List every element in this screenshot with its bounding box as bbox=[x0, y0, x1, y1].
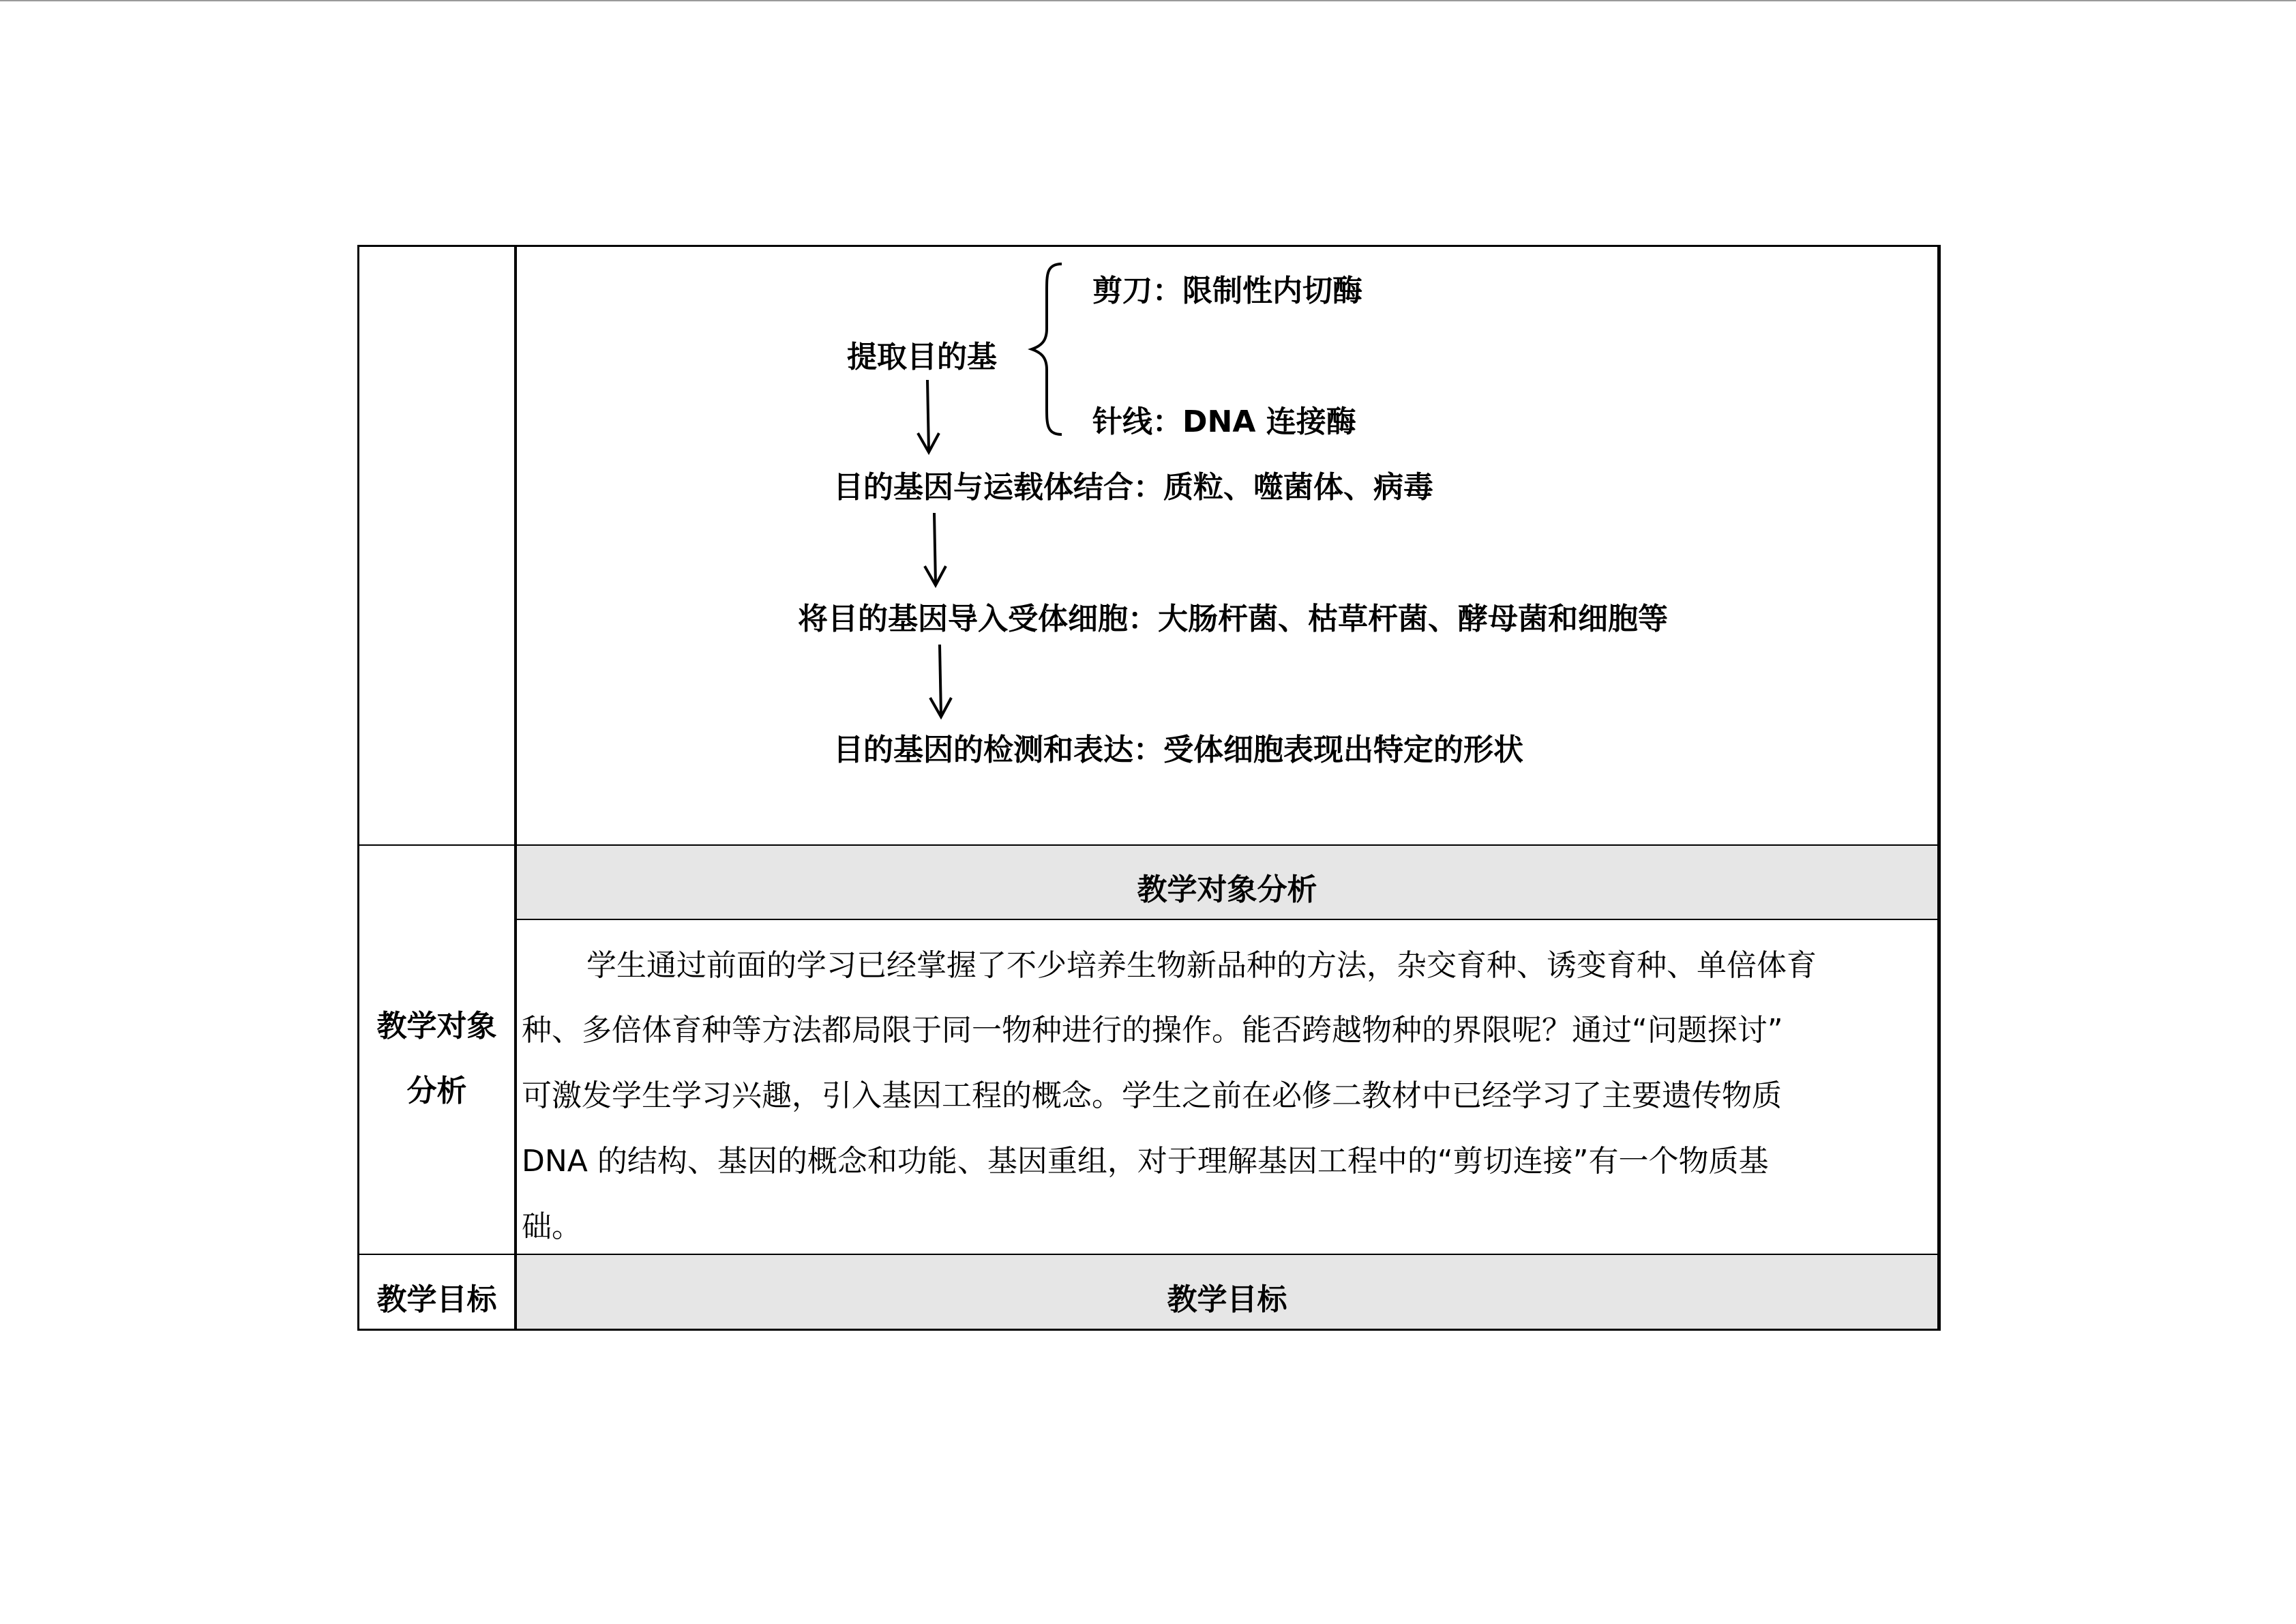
table-bottom-border bbox=[357, 1329, 1941, 1331]
flow-brace-bottom-label: 针线：DNA 连接酶 bbox=[1092, 404, 1356, 439]
flow-brace-top-label: 剪刀：限制性内切酶 bbox=[1092, 274, 1362, 308]
student-row-label-line1: 教学对象 bbox=[376, 1009, 497, 1044]
header-divider-student bbox=[516, 919, 1941, 920]
flow-brace-icon bbox=[1026, 261, 1067, 438]
flow-arrow-down-icon bbox=[907, 379, 948, 457]
flow-arrow-down-icon bbox=[914, 512, 955, 590]
goals-section-header: 教学目标 bbox=[1167, 1282, 1287, 1317]
student-paragraph-line: 可激发学生学习兴趣，引入基因工程的概念。学生之前在必修二教材中已经学习了主要遗传物质 bbox=[522, 1078, 1782, 1113]
table-right-border bbox=[1937, 245, 1941, 1331]
flow-step2-label: 目的基因与运载体结合：质粒、噬菌体、病毒 bbox=[833, 470, 1433, 505]
table-left-border bbox=[357, 245, 359, 1331]
student-section-header: 教学对象分析 bbox=[1137, 872, 1317, 907]
student-paragraph-line: 学生通过前面的学习已经掌握了不少培养生物新品种的方法，杂交育种、诱变育种、单倍体育 bbox=[586, 948, 1817, 983]
student-paragraph-line: 础。 bbox=[522, 1209, 582, 1244]
flow-step3-label: 将目的基因导入受体细胞：大肠杆菌、枯草杆菌、酵母菌和细胞等 bbox=[798, 602, 1668, 636]
flow-arrow-down-icon bbox=[919, 643, 960, 722]
student-row-label-line2: 分析 bbox=[406, 1074, 467, 1108]
flow-root-label: 提取目的基 bbox=[847, 340, 997, 374]
flow-step4-label: 目的基因的检测和表达：受体细胞表现出特定的形状 bbox=[833, 733, 1523, 767]
student-paragraph-line: DNA 的结构、基因的概念和功能、基因重组，对于理解基因工程中的“剪切连接”有一个物质基 bbox=[522, 1144, 1769, 1179]
table-top-border bbox=[357, 245, 1941, 247]
page-top-border bbox=[0, 0, 2296, 1]
student-paragraph-line: 种、多倍体育种等方法都局限于同一物种进行的操作。能否跨越物种的界限呢？通过“问题探讨” bbox=[522, 1013, 1783, 1048]
goals-row-label: 教学目标 bbox=[376, 1282, 497, 1317]
column-divider bbox=[514, 245, 517, 1331]
